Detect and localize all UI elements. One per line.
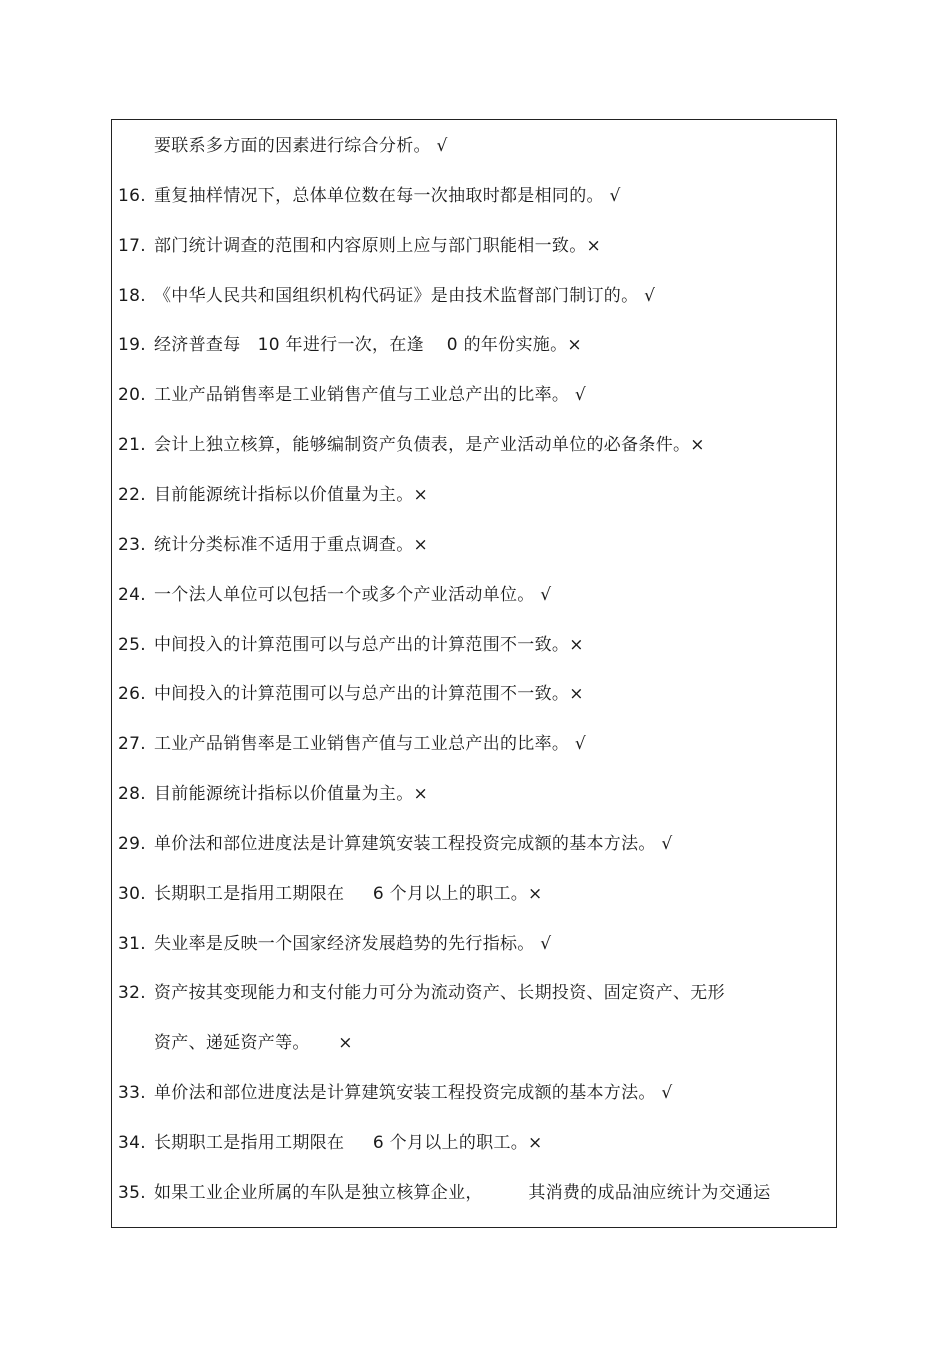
item-number: 33. [118,1083,146,1104]
list-item [112,330,582,360]
item-number: 27. [118,734,146,755]
list-item [112,929,551,959]
item-number: 20. [118,385,146,406]
item-number: 29. [118,833,146,854]
item-text: 经济普查每 10 年进行一次，在逢 0 的年份实施。× [154,335,582,356]
list-item [112,1128,543,1158]
item-number: 31. [118,933,146,954]
item-text: 资产、递延资产等。 × [154,1033,353,1054]
item-text: 资产按其变现能力和支付能力可分为流动资产、长期投资、固定资产、无形 [154,983,725,1004]
list-item [112,729,586,759]
item-text: 失业率是反映一个国家经济发展趋势的先行指标。 √ [154,933,552,954]
list-item [112,480,428,510]
content-frame [111,119,837,1228]
list-item [112,281,655,311]
item-text: 会计上独立核算，能够编制资产负债表，是产业活动单位的必备条件。× [154,435,705,456]
list-item [112,978,725,1008]
item-text: 单价法和部位进度法是计算建筑安装工程投资完成额的基本方法。 √ [154,1083,673,1104]
item-number: 34. [118,1133,146,1153]
item-number: 19. [118,335,146,356]
list-item [112,630,584,660]
item-text: 要联系多方面的因素进行综合分析。 √ [154,136,448,156]
list-item [112,131,448,161]
item-number: 26. [118,684,146,705]
list-item [112,580,551,610]
list-item [112,1028,353,1058]
item-text: 中间投入的计算范围可以与总产出的计算范围不一致。× [154,634,584,655]
item-text: 如果工业企业所属的车队是独立核算企业， 其消费的成品油应统计为交通运 [154,1182,771,1203]
item-number: 17. [118,235,146,256]
item-text: 工业产品销售率是工业销售产值与工业总产出的比率。 √ [154,734,587,755]
item-text: 一个法人单位可以包括一个或多个产业活动单位。 √ [154,584,552,605]
item-number: 35. [118,1182,146,1203]
list-item [112,679,584,709]
list-item [112,1178,771,1208]
list-item [112,380,586,410]
list-item [112,779,428,809]
list-item [112,430,705,460]
item-number: 32. [118,983,146,1004]
item-number: 30. [118,883,146,904]
item-text: 工业产品销售率是工业销售产值与工业总产出的比率。 √ [154,385,587,406]
list-item [112,181,621,211]
item-number: 21. [118,435,146,456]
item-text: 目前能源统计指标以价值量为主。× [154,784,429,805]
list-item [112,231,601,261]
item-number: 22. [118,484,146,505]
list-item [112,1078,673,1108]
item-number: 28. [118,784,146,805]
item-text: 统计分类标准不适用于重点调查。× [154,534,429,555]
item-text: 长期职工是指用工期限在 6 个月以上的职工。× [154,883,543,904]
item-text: 中间投入的计算范围可以与总产出的计算范围不一致。× [154,684,584,705]
item-number: 18. [118,285,146,306]
item-text: 重复抽样情况下，总体单位数在每一次抽取时都是相同的。 √ [154,185,621,206]
item-number: 23. [118,534,146,555]
list-item [112,879,543,909]
item-text: 单价法和部位进度法是计算建筑安装工程投资完成额的基本方法。 √ [154,833,673,854]
list-item [112,829,673,859]
item-number: 16. [118,185,146,206]
list-item [112,530,428,560]
item-text: 《中华人民共和国组织机构代码证》是由技术监督部门制订的。 √ [154,285,656,306]
item-number: 25. [118,634,146,655]
item-text: 长期职工是指用工期限在 6 个月以上的职工。× [154,1133,543,1153]
item-text: 目前能源统计指标以价值量为主。× [154,484,429,505]
item-number: 24. [118,584,146,605]
item-text: 部门统计调查的范围和内容原则上应与部门职能相一致。× [154,235,602,256]
